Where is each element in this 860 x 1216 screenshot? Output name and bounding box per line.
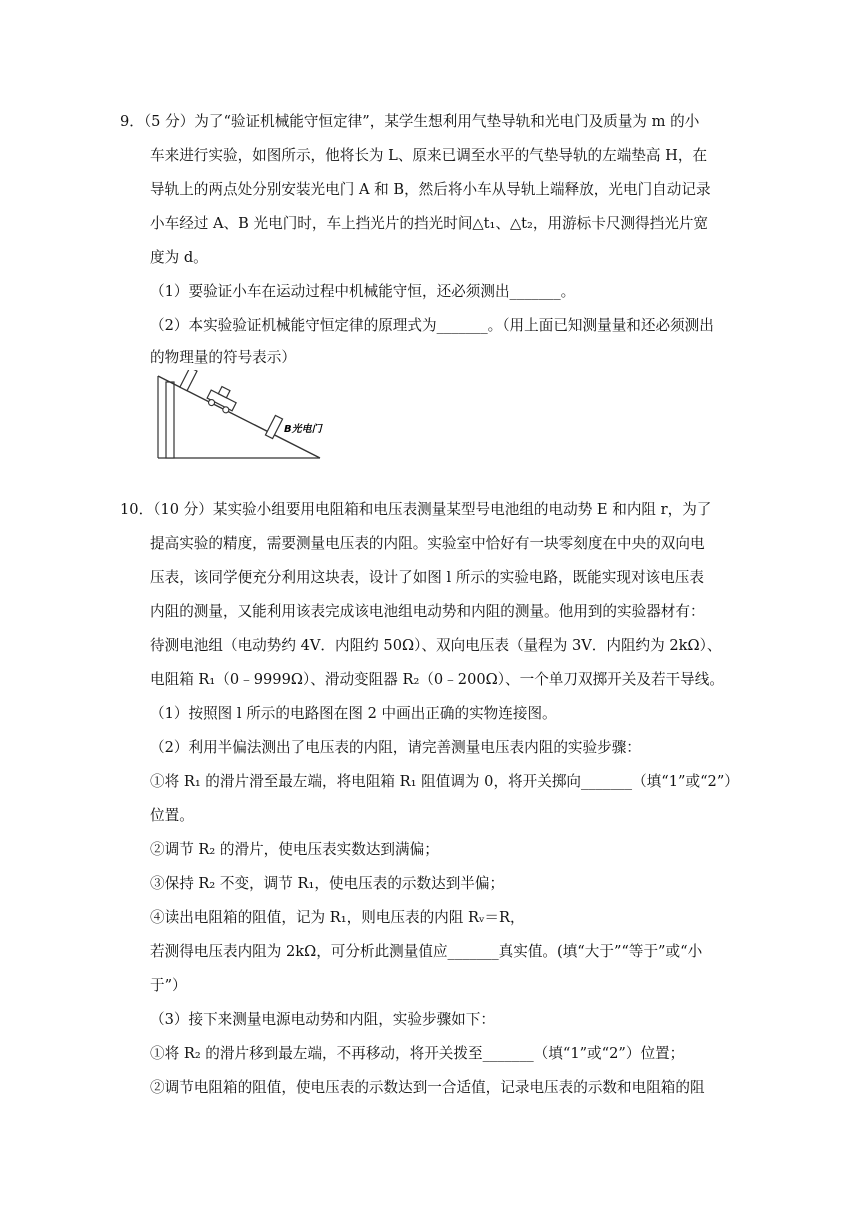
air-track-figure — [150, 370, 340, 482]
q9-line-3: 导轨上的两点处分别安装光电门 A 和 B，然后将小车从导轨上端释放，光电门自动记录 — [150, 181, 711, 198]
q10-measure-note: 若测得电压表内阻为 2kΩ，可分析此测量值应_______真实值。(填“大于”“等于”或“小 — [150, 943, 703, 960]
q10-sub-2: （2）利用半偏法测出了电压表的内阻，请完善测量电压表内阻的实验步骤： — [150, 739, 641, 756]
q10-step-4: ④读出电阻箱的阻值，记为 R₁，则电压表的内阻 Rᵥ＝R， — [150, 909, 525, 926]
q9-line-2: 车来进行实验，如图所示，他将长为 L、原来已调至水平的气垫导轨的左端垫高 H，在 — [150, 147, 708, 164]
q9-sub-1: （1）要验证小车在运动过程中机械能守恒，还必须测出_______。 — [150, 283, 576, 300]
q9-sub-2: （2）本实验验证机械能守恒定律的原理式为_______。（用上面已知测量量和还必须测出 — [150, 317, 714, 334]
q10-sub3-step-1: ①将 R₂ 的滑片移到最左端，不再移动，将开关拨至_______（填“1”或“2”）位置； — [150, 1045, 685, 1062]
label-b: B光电门 — [284, 424, 322, 435]
support-block — [166, 382, 174, 458]
q10-sub-3: （3）接下来测量电源电动势和内阻，实验步骤如下： — [150, 1011, 495, 1028]
q10-line-2: 提高实验的精度，需要测量电压表的内阻。实验室中恰好有一块零刻度在中央的双向电 — [150, 535, 705, 552]
cart — [205, 383, 240, 415]
q10-step-3: ③保持 R₂ 不变，调节 R₁，使电压表的示数达到半偏； — [150, 875, 505, 892]
q10-sub-1: （1）按照图 l 所示的电路图在图 2 中画出正确的实物连接图。 — [150, 705, 557, 722]
q10-line-4: 内阻的测量，又能利用该表完成该电池组电动势和内阻的测量。他用到的实验器材有： — [150, 603, 705, 620]
photogate-a — [180, 370, 197, 391]
air-track-diagram — [150, 370, 340, 462]
q9-line-1: 9．（5 分）为了“验证机械能守恒定律”，某学生想利用气垫导轨和光电门及质量为 m 的小 — [120, 113, 700, 130]
q10-step-2: ②调节 R₂ 的滑片，使电压表实数达到满偏； — [150, 841, 439, 858]
q9-line-4: 小车经过 A、B 光电门时，车上挡光片的挡光时间△t₁、△t₂，用游标卡尺测得挡光片宽 — [150, 215, 709, 232]
q10-step-1-cont: 位置。 — [150, 807, 194, 824]
photogate-b — [265, 415, 282, 438]
q9-sub-2-cont: 的物理量的符号表示） — [150, 349, 296, 366]
q10-sub3-step-2: ②调节电阻箱的阻值，使电压表的示数达到一合适值，记录电压表的示数和电阻箱的阻 — [150, 1079, 705, 1096]
q10-line-5: 待测电池组（电动势约 4V．内阻约 50Ω）、双向电压表（量程为 3V．内阻约为 2kΩ）、 — [150, 637, 722, 654]
q10-line-3: 压表，该同学便充分利用这块表，设计了如图 l 所示的实验电路，既能实现对该电压表 — [150, 569, 704, 586]
q10-line-6: 电阻箱 R₁（0﹣9999Ω）、滑动变阻器 R₂（0﹣200Ω）、一个单刀双掷开关及若干导线。 — [150, 671, 724, 688]
q9-line-5: 度为 d。 — [150, 249, 208, 266]
q10-step-1: ①将 R₁ 的滑片滑至最左端，将电阻箱 R₁ 阻值调为 0，将开关掷向_______（填“1”或“2”） — [150, 773, 739, 790]
q10-line-1: 10．（10 分）某实验小组要用电阻箱和电压表测量某型号电池组的电动势 E 和内阻 r，为了 — [120, 501, 712, 518]
q10-measure-note-cont: 于”） — [150, 977, 187, 994]
